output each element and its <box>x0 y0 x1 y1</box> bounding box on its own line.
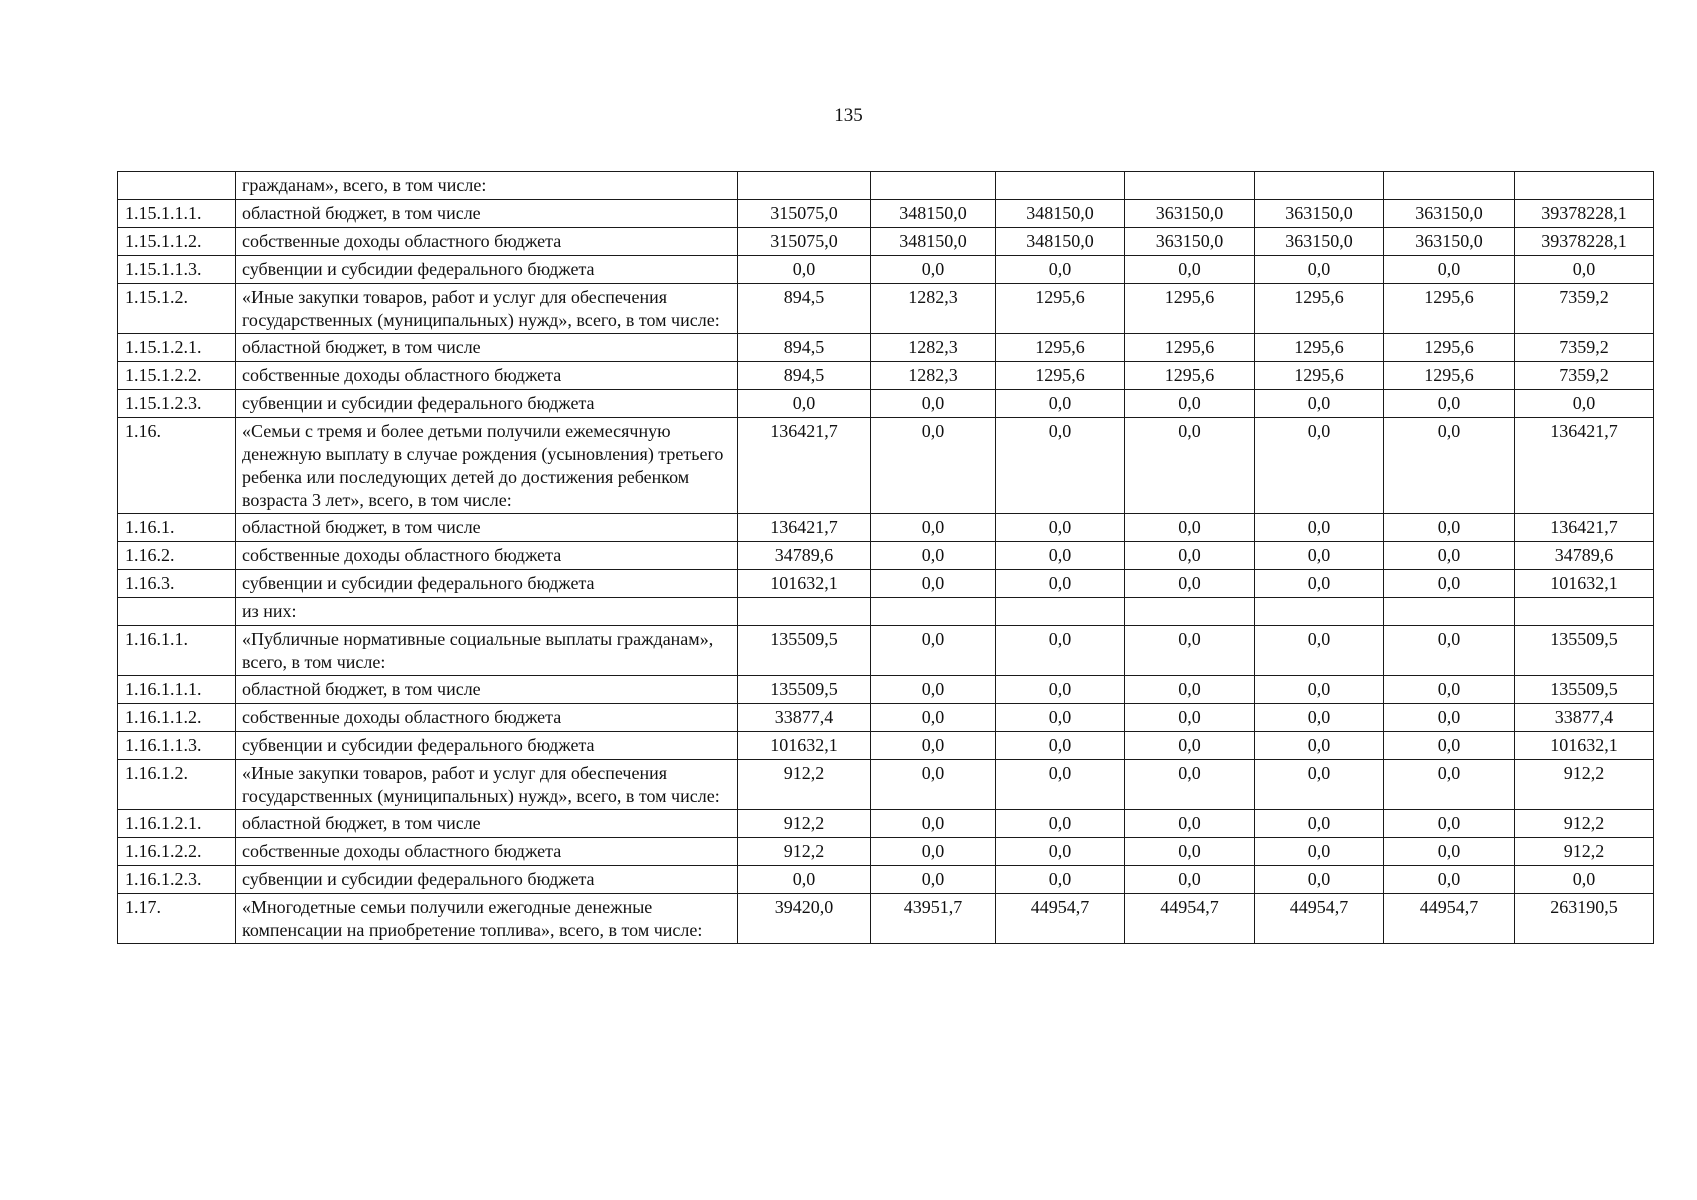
value-cell: 0,0 <box>871 570 996 598</box>
value-cell: 136421,7 <box>1515 418 1654 514</box>
value-cell: 0,0 <box>1255 570 1384 598</box>
value-cell <box>871 172 996 200</box>
value-cell: 0,0 <box>1384 704 1515 732</box>
row-code-cell: 1.16. <box>118 418 236 514</box>
value-cell: 0,0 <box>1125 838 1255 866</box>
table-row <box>118 810 1654 838</box>
row-name-cell: собственные доходы областного бюджета <box>236 228 738 256</box>
row-code-cell: 1.16.1.2. <box>118 760 236 810</box>
value-cell: 0,0 <box>1384 676 1515 704</box>
value-cell: 0,0 <box>1384 514 1515 542</box>
row-name-cell: собственные доходы областного бюджета <box>236 542 738 570</box>
value-cell: 912,2 <box>738 838 871 866</box>
value-cell: 912,2 <box>738 810 871 838</box>
value-cell: 34789,6 <box>1515 542 1654 570</box>
value-cell <box>871 598 996 626</box>
value-cell: 33877,4 <box>1515 704 1654 732</box>
value-cell: 0,0 <box>996 732 1125 760</box>
row-code-cell: 1.16.2. <box>118 542 236 570</box>
value-cell: 136421,7 <box>738 418 871 514</box>
table-row <box>118 284 1654 334</box>
value-cell: 136421,7 <box>1515 514 1654 542</box>
row-name-cell: областной бюджет, в том числе <box>236 810 738 838</box>
value-cell: 348150,0 <box>871 228 996 256</box>
value-cell: 263190,5 <box>1515 894 1654 944</box>
value-cell: 0,0 <box>1125 676 1255 704</box>
value-cell: 0,0 <box>1125 256 1255 284</box>
table-row <box>118 172 1654 200</box>
value-cell: 348150,0 <box>996 200 1125 228</box>
row-name-cell: субвенции и субсидии федерального бюджета <box>236 256 738 284</box>
value-cell: 0,0 <box>1255 838 1384 866</box>
value-cell: 44954,7 <box>1384 894 1515 944</box>
value-cell: 7359,2 <box>1515 334 1654 362</box>
row-name-cell: областной бюджет, в том числе <box>236 676 738 704</box>
row-code-cell: 1.16.1.2.1. <box>118 810 236 838</box>
value-cell: 0,0 <box>996 514 1125 542</box>
value-cell: 0,0 <box>1125 390 1255 418</box>
value-cell: 0,0 <box>1384 732 1515 760</box>
row-code-cell: 1.15.1.1.2. <box>118 228 236 256</box>
value-cell <box>1515 598 1654 626</box>
row-code-cell: 1.16.1.1.3. <box>118 732 236 760</box>
value-cell: 363150,0 <box>1255 228 1384 256</box>
value-cell: 1282,3 <box>871 334 996 362</box>
value-cell: 0,0 <box>738 390 871 418</box>
value-cell: 0,0 <box>1515 256 1654 284</box>
value-cell: 0,0 <box>871 704 996 732</box>
value-cell: 0,0 <box>1255 676 1384 704</box>
value-cell: 135509,5 <box>738 626 871 676</box>
value-cell: 7359,2 <box>1515 362 1654 390</box>
table-row <box>118 570 1654 598</box>
row-name-cell: собственные доходы областного бюджета <box>236 362 738 390</box>
value-cell: 912,2 <box>1515 810 1654 838</box>
row-name-cell: «Публичные нормативные социальные выплаты гражданам», всего, в том числе: <box>236 626 738 676</box>
row-code-cell: 1.15.1.1.1. <box>118 200 236 228</box>
row-code-cell: 1.15.1.2. <box>118 284 236 334</box>
value-cell: 348150,0 <box>996 228 1125 256</box>
row-name-cell: субвенции и субсидии федерального бюджета <box>236 866 738 894</box>
value-cell: 0,0 <box>871 418 996 514</box>
value-cell: 0,0 <box>1125 418 1255 514</box>
value-cell: 0,0 <box>871 542 996 570</box>
value-cell: 1295,6 <box>1125 284 1255 334</box>
row-name-cell: областной бюджет, в том числе <box>236 200 738 228</box>
value-cell: 0,0 <box>996 542 1125 570</box>
row-name-cell: из них: <box>236 598 738 626</box>
value-cell: 135509,5 <box>738 676 871 704</box>
value-cell: 0,0 <box>1384 866 1515 894</box>
table-row <box>118 838 1654 866</box>
row-name-cell: «Семьи с тремя и более детьми получили ежемесячную денежную выплату в случае рождения (усыновления) третьего ребенка или последующих детей до достижения ребенком возраста 3 лет», всего, в том числе: <box>236 418 738 514</box>
table-row <box>118 732 1654 760</box>
value-cell: 1295,6 <box>996 284 1125 334</box>
row-name-cell: собственные доходы областного бюджета <box>236 838 738 866</box>
value-cell: 0,0 <box>1255 704 1384 732</box>
value-cell: 0,0 <box>1384 570 1515 598</box>
value-cell: 0,0 <box>871 866 996 894</box>
row-name-cell: субвенции и субсидии федерального бюджета <box>236 570 738 598</box>
row-name-cell: «Иные закупки товаров, работ и услуг для обеспечения государственных (муниципальных) нужд», всего, в том числе: <box>236 284 738 334</box>
value-cell: 1295,6 <box>996 362 1125 390</box>
value-cell: 135509,5 <box>1515 626 1654 676</box>
value-cell <box>1384 172 1515 200</box>
row-code-cell <box>118 598 236 626</box>
value-cell: 1295,6 <box>1255 284 1384 334</box>
value-cell: 912,2 <box>1515 838 1654 866</box>
row-code-cell: 1.15.1.2.2. <box>118 362 236 390</box>
value-cell: 1295,6 <box>1384 362 1515 390</box>
row-name-cell: субвенции и субсидии федерального бюджета <box>236 732 738 760</box>
value-cell: 363150,0 <box>1125 200 1255 228</box>
value-cell: 39378228,1 <box>1515 228 1654 256</box>
value-cell: 363150,0 <box>1125 228 1255 256</box>
table-row <box>118 256 1654 284</box>
table-row <box>118 390 1654 418</box>
value-cell: 0,0 <box>871 676 996 704</box>
table-row <box>118 418 1654 514</box>
value-cell: 43951,7 <box>871 894 996 944</box>
value-cell: 33877,4 <box>738 704 871 732</box>
value-cell: 0,0 <box>1255 514 1384 542</box>
row-name-cell: областной бюджет, в том числе <box>236 514 738 542</box>
row-name-cell: «Многодетные семьи получили ежегодные денежные компенсации на приобретение топлива», всего, в том числе: <box>236 894 738 944</box>
value-cell: 101632,1 <box>738 570 871 598</box>
value-cell: 0,0 <box>1255 810 1384 838</box>
value-cell: 1282,3 <box>871 362 996 390</box>
table-row <box>118 626 1654 676</box>
value-cell: 0,0 <box>1515 390 1654 418</box>
value-cell: 0,0 <box>996 626 1125 676</box>
table-row <box>118 228 1654 256</box>
value-cell: 348150,0 <box>871 200 996 228</box>
value-cell: 0,0 <box>1384 390 1515 418</box>
table-row <box>118 760 1654 810</box>
value-cell: 0,0 <box>871 626 996 676</box>
value-cell: 44954,7 <box>1255 894 1384 944</box>
value-cell: 0,0 <box>871 390 996 418</box>
value-cell: 0,0 <box>996 838 1125 866</box>
table-row <box>118 334 1654 362</box>
row-code-cell: 1.16.1.1. <box>118 626 236 676</box>
value-cell: 7359,2 <box>1515 284 1654 334</box>
value-cell: 0,0 <box>996 676 1125 704</box>
table-row <box>118 866 1654 894</box>
row-code-cell: 1.15.1.2.1. <box>118 334 236 362</box>
value-cell: 912,2 <box>1515 760 1654 810</box>
page-number: 135 <box>834 105 863 126</box>
value-cell: 0,0 <box>1125 626 1255 676</box>
value-cell <box>1125 598 1255 626</box>
table-row <box>118 200 1654 228</box>
value-cell: 0,0 <box>1255 760 1384 810</box>
value-cell: 0,0 <box>1125 760 1255 810</box>
row-code-cell: 1.16.3. <box>118 570 236 598</box>
value-cell: 315075,0 <box>738 228 871 256</box>
value-cell: 0,0 <box>996 866 1125 894</box>
table-row <box>118 542 1654 570</box>
value-cell: 101632,1 <box>1515 732 1654 760</box>
value-cell: 44954,7 <box>1125 894 1255 944</box>
row-name-cell: гражданам», всего, в том числе: <box>236 172 738 200</box>
value-cell: 894,5 <box>738 334 871 362</box>
table-row <box>118 514 1654 542</box>
value-cell: 0,0 <box>738 866 871 894</box>
value-cell: 0,0 <box>1125 732 1255 760</box>
value-cell: 0,0 <box>1384 838 1515 866</box>
value-cell: 0,0 <box>1255 418 1384 514</box>
value-cell: 0,0 <box>871 256 996 284</box>
value-cell: 0,0 <box>1255 732 1384 760</box>
row-code-cell: 1.15.1.2.3. <box>118 390 236 418</box>
row-code-cell: 1.17. <box>118 894 236 944</box>
value-cell <box>738 598 871 626</box>
value-cell: 0,0 <box>996 418 1125 514</box>
value-cell <box>1125 172 1255 200</box>
row-code-cell: 1.16.1.1.1. <box>118 676 236 704</box>
row-name-cell: субвенции и субсидии федерального бюджета <box>236 390 738 418</box>
table-body <box>118 172 1654 944</box>
value-cell: 363150,0 <box>1384 228 1515 256</box>
row-code-cell: 1.16.1. <box>118 514 236 542</box>
value-cell: 0,0 <box>1125 866 1255 894</box>
value-cell: 0,0 <box>996 390 1125 418</box>
row-code-cell: 1.15.1.1.3. <box>118 256 236 284</box>
value-cell: 0,0 <box>871 514 996 542</box>
value-cell: 363150,0 <box>1384 200 1515 228</box>
value-cell: 0,0 <box>1515 866 1654 894</box>
value-cell: 101632,1 <box>1515 570 1654 598</box>
value-cell: 1295,6 <box>1255 362 1384 390</box>
value-cell: 101632,1 <box>738 732 871 760</box>
value-cell: 0,0 <box>1384 256 1515 284</box>
value-cell: 0,0 <box>1384 418 1515 514</box>
value-cell: 894,5 <box>738 284 871 334</box>
value-cell <box>738 172 871 200</box>
value-cell: 1282,3 <box>871 284 996 334</box>
value-cell: 363150,0 <box>1255 200 1384 228</box>
value-cell: 39378228,1 <box>1515 200 1654 228</box>
value-cell: 0,0 <box>1125 570 1255 598</box>
value-cell: 0,0 <box>1255 256 1384 284</box>
value-cell <box>1255 172 1384 200</box>
value-cell: 0,0 <box>738 256 871 284</box>
row-name-cell: собственные доходы областного бюджета <box>236 704 738 732</box>
value-cell: 0,0 <box>1125 704 1255 732</box>
value-cell: 0,0 <box>1255 390 1384 418</box>
value-cell: 34789,6 <box>738 542 871 570</box>
value-cell: 0,0 <box>871 760 996 810</box>
value-cell: 0,0 <box>871 838 996 866</box>
value-cell <box>1515 172 1654 200</box>
value-cell: 0,0 <box>996 760 1125 810</box>
value-cell: 0,0 <box>1125 542 1255 570</box>
value-cell: 0,0 <box>996 704 1125 732</box>
value-cell: 0,0 <box>996 256 1125 284</box>
value-cell: 0,0 <box>1125 514 1255 542</box>
table-row <box>118 704 1654 732</box>
table-row <box>118 598 1654 626</box>
value-cell: 0,0 <box>1384 626 1515 676</box>
value-cell: 135509,5 <box>1515 676 1654 704</box>
value-cell <box>1384 598 1515 626</box>
value-cell: 136421,7 <box>738 514 871 542</box>
value-cell: 0,0 <box>1384 760 1515 810</box>
value-cell: 0,0 <box>996 570 1125 598</box>
value-cell: 0,0 <box>1255 866 1384 894</box>
value-cell: 39420,0 <box>738 894 871 944</box>
value-cell: 1295,6 <box>996 334 1125 362</box>
value-cell: 0,0 <box>1384 542 1515 570</box>
row-code-cell: 1.16.1.1.2. <box>118 704 236 732</box>
row-name-cell: «Иные закупки товаров, работ и услуг для обеспечения государственных (муниципальных) нужд», всего, в том числе: <box>236 760 738 810</box>
table-row <box>118 676 1654 704</box>
budget-table <box>117 171 1654 944</box>
row-code-cell: 1.16.1.2.2. <box>118 838 236 866</box>
value-cell: 894,5 <box>738 362 871 390</box>
value-cell: 0,0 <box>1255 542 1384 570</box>
value-cell: 44954,7 <box>996 894 1125 944</box>
value-cell: 0,0 <box>1125 810 1255 838</box>
value-cell: 912,2 <box>738 760 871 810</box>
value-cell: 315075,0 <box>738 200 871 228</box>
value-cell: 0,0 <box>1255 626 1384 676</box>
table-row <box>118 894 1654 944</box>
value-cell: 1295,6 <box>1125 362 1255 390</box>
value-cell: 1295,6 <box>1384 284 1515 334</box>
row-code-cell <box>118 172 236 200</box>
table-row <box>118 362 1654 390</box>
row-name-cell: областной бюджет, в том числе <box>236 334 738 362</box>
value-cell: 1295,6 <box>1125 334 1255 362</box>
value-cell <box>996 598 1125 626</box>
value-cell: 0,0 <box>1384 810 1515 838</box>
value-cell: 0,0 <box>871 732 996 760</box>
value-cell <box>1255 598 1384 626</box>
value-cell: 1295,6 <box>1384 334 1515 362</box>
row-code-cell: 1.16.1.2.3. <box>118 866 236 894</box>
value-cell: 0,0 <box>996 810 1125 838</box>
value-cell <box>996 172 1125 200</box>
value-cell: 0,0 <box>871 810 996 838</box>
value-cell: 1295,6 <box>1255 334 1384 362</box>
